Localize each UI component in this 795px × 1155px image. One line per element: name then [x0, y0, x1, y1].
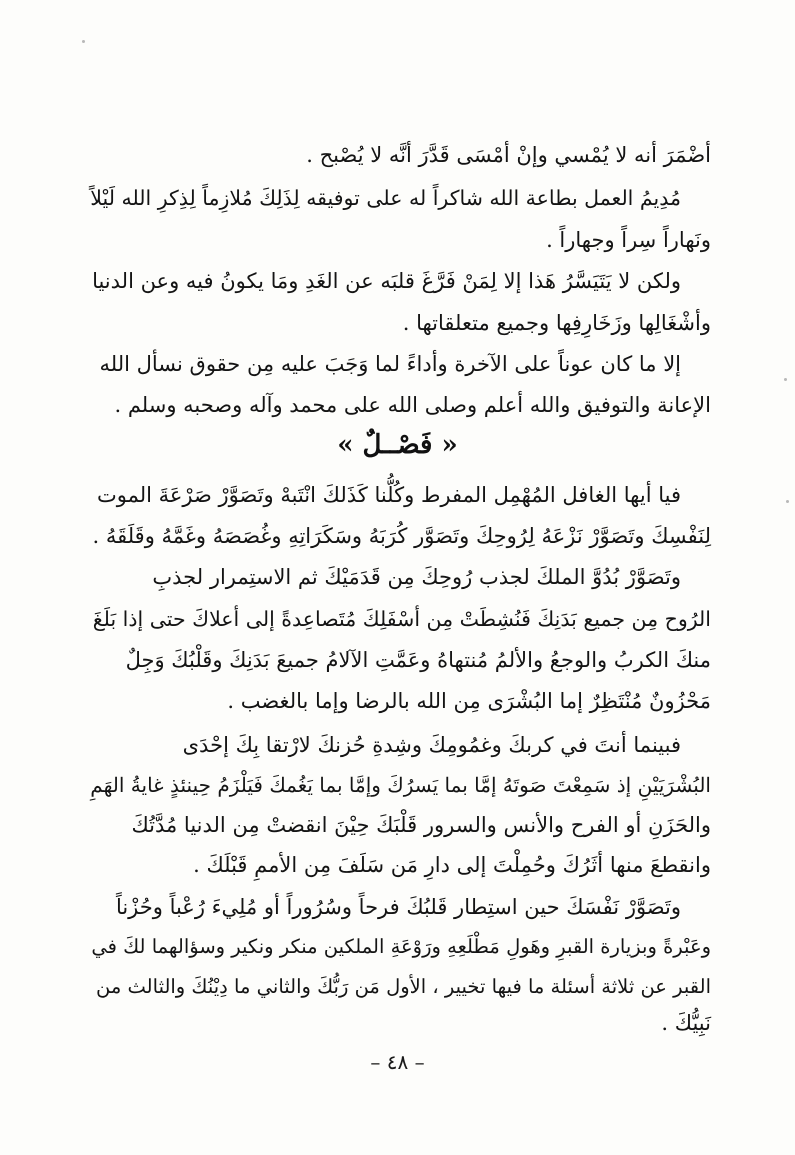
scan-speck: [82, 40, 85, 43]
paragraph-block-bottom: [83, 480, 711, 1035]
text-line: إلا ما كان عوناً على الآخرة وأداءً لما وَجَبَ عليه مِن حقوق نسأل الله: [99, 352, 681, 376]
text-line: وعَبْرةً وبزيارة القبرِ وهَولِ مَطْلَعِهِ ورَوْعَةِ الملكين منكر ونكير وسؤالهما لكَ في: [91, 935, 711, 958]
text-line: وانقطعَ منها أثَرُكَ وحُمِلْتَ إلى دارِ مَن سَلَفَ مِن الأممِ قَبْلَكَ .: [193, 853, 711, 877]
text-line: الرُوح مِن جميع بَدَنِكَ فَنُشِطَتْ مِن أسْفَلِكَ مُتَصاعِدةً إلى أعلاكَ حتى إذا بَلَغَ: [92, 607, 711, 631]
page-number: – ٤٨ –: [370, 1050, 425, 1074]
text-line: والحَزَنِ أو الفرح والأنس والسرور قَلْبَكَ حِيْنَ انقضتْ مِن الدنيا مُدَّتُكَ: [131, 813, 711, 837]
text-line: وتَصَوَّرْ بُدُوَّ الملكَ لجذب رُوحِكَ مِن قَدَمَيْكَ ثم الاستِمرار لجذبِ: [152, 565, 681, 589]
text-line: مُدِيمُ العمل بطاعة الله شاكراً له على توفيقه لِذَلِكَ مُلازِماً لِذِكرِ الله لَيْلاً: [90, 186, 681, 210]
text-line: وأشْغَالِها وزَخَارِفِها وجميع متعلقاتها .: [402, 311, 711, 335]
text-line: ولكن لا يَتَيَسَّرُ هَذا إلا لِمَنْ فَرَّغَ قلبَه عن الغَدِ ومَا يكونُ فيه وعن الدنيا: [92, 269, 681, 293]
text-line: ونَهاراً سِراً وجهاراً .: [546, 228, 711, 252]
text-line: القبر عن ثلاثة أسئلة ما فيها تخيير ، الأول مَن رَبُّكَ والثاني ما دِيْنُكَ والثالث من: [96, 975, 711, 998]
scan-speck: [786, 500, 789, 503]
text-line: فيا أيها الغافل المُهْمِل المفرط وكُلُّنا كَذَلكَ انْتَبهْ وتَصَوَّرْ صَرْعَةَ الموت: [96, 483, 681, 507]
scan-speck: [784, 378, 787, 381]
text-line: لِنَفْسِكَ وتَصَوَّرْ نَزْعَهُ لِرُوحِكَ وتَصَوَّر كُرَبَهُ وسَكَرَاتِهِ وغُصَصَهُ وغَمَّهُ وقَلَقَهُ .: [92, 524, 711, 548]
text-line: فبينما أنتَ في كربكَ وغمُومِكَ وشِدةِ حُزنكَ لارْتقا بِكَ إحْدَى: [182, 733, 681, 757]
text-line: نَبِيُّكَ .: [661, 1011, 711, 1035]
text-line: أضْمَرَ أنه لا يُمْسي وإنْ أمْسَى قَدَّرَ أنَّه لا يُصْبح .: [306, 143, 711, 167]
text-line: الإعانة والتوفيق والله أعلم وصلى الله على محمد وآله وصحبه وسلم .: [114, 393, 711, 417]
text-line: البُشْرَيَيْنِ إذ سَمِعْتَ صَوتَهُ إمَّا بما يَسرُكَ وإمَّا بما يَغُمكَ فَيَلْزَمُ حِينئذٍ غايةُ الهَمِ: [90, 773, 711, 797]
text-line: وتَصَوَّرْ نَفْسَكَ حين استِطار قَلبُكَ فرحاً وسُرُوراً أو مُلِيءَ رُعْباً وحُزْناً: [115, 895, 681, 919]
text-line: مَحْزُونٌ مُنْتَظِرٌ إما البُشْرَى مِن الله بالرضا وإما بالغضب .: [227, 689, 711, 713]
section-heading: « فَصْــلٌ »: [337, 430, 458, 460]
text-line: منكَ الكربُ والوجعُ والألمُ مُنتهاهُ وعَمَّتِ الآلامُ جميعَ بَدَنِكَ وقَلْبُكَ وَجِلٌ: [125, 648, 711, 672]
paragraph-block-top: [83, 140, 711, 420]
